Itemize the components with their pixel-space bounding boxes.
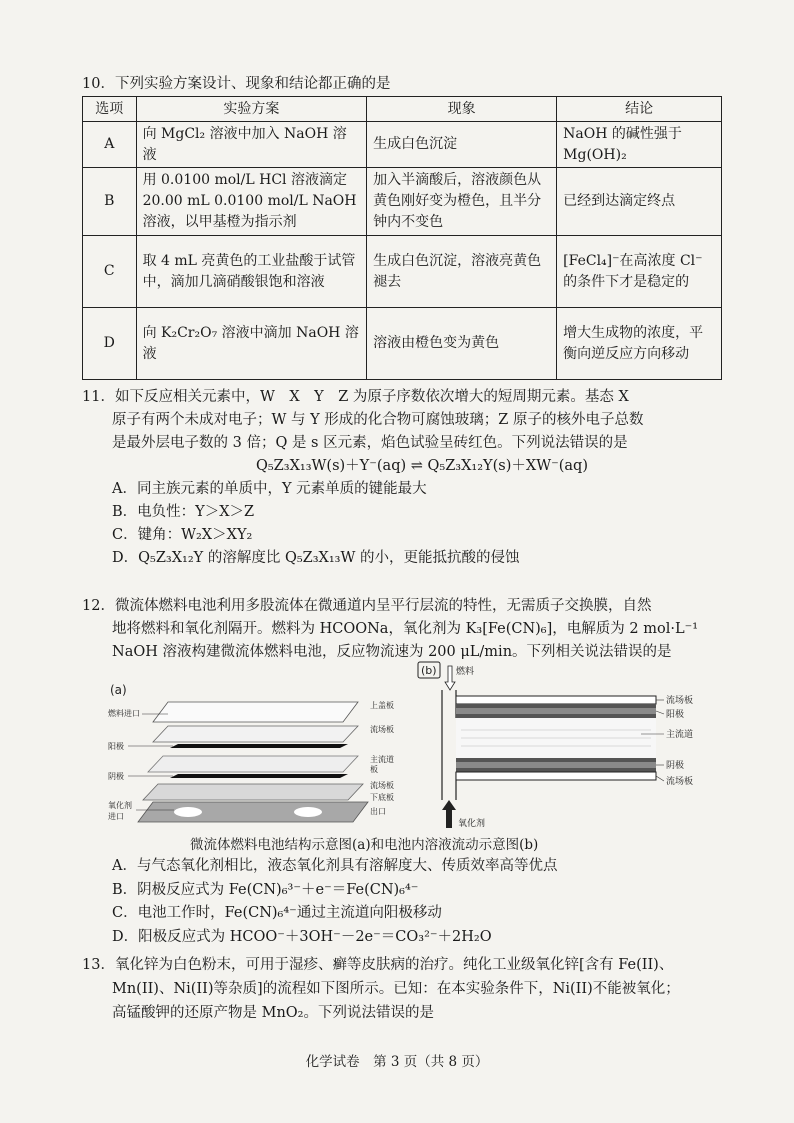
- row-option: B: [83, 168, 137, 236]
- q12-stem-line: 12．微流体燃料电池利用多股流体在微通道内呈平行层流的特性，无需质子交换膜，自然: [82, 598, 652, 614]
- row-conclusion: NaOH 的碱性强于 Mg(OH)₂: [557, 122, 722, 168]
- option-a: A．同主族元素的单质中，Y 元素单质的键能最大: [112, 481, 427, 497]
- oxidant-arrow-icon: [442, 800, 456, 828]
- header-phenomenon: 现象: [367, 97, 557, 122]
- label-oxidant: 氧化剂: [108, 801, 132, 810]
- label-outlet: 出口: [370, 807, 386, 816]
- leader-line: [656, 776, 664, 781]
- label-flow-plate-1: 流场板: [370, 725, 394, 734]
- row-plan: 向 K₂Cr₂O₇ 溶液中滴加 NaOH 溶液: [136, 308, 367, 380]
- q13-stem-line: 13．氧化锌为白色粉末，可用于湿疹、癣等皮肤病的治疗。纯化工业级氧化锌[含有 Fe(II)、: [82, 957, 674, 973]
- main-channel-plate: [148, 756, 358, 772]
- flow-field-plate-top: [153, 726, 358, 742]
- label-main-channel: 主流道: [370, 755, 394, 764]
- label-fuel: 燃料: [456, 667, 475, 677]
- label-inlet: 进口: [108, 812, 124, 821]
- option-a: A．与气态氧化剂相比，液态氧化剂具有溶解度大、传质效率高等优点: [112, 858, 558, 874]
- cathode-strip: [170, 774, 348, 778]
- row-conclusion: [FeCl₄]⁻在高浓度 Cl⁻的条件下才是稳定的: [557, 236, 722, 308]
- label-main-channel-b: 主流道: [666, 730, 694, 740]
- label-top-cover: 上盖板: [370, 701, 394, 710]
- page-footer: 化学试卷 第 3 页（共 8 页）: [305, 1054, 489, 1070]
- q11-options: [82, 478, 732, 570]
- option-c: C．键角：W₂X＞XY₂: [112, 527, 253, 543]
- label-flow-plate-b2: 流场板: [666, 777, 694, 787]
- q10-table: [82, 96, 722, 380]
- fuel-arrow-icon: [445, 666, 455, 690]
- option-d: D．Q₅Z₃X₁₂Y 的溶解度比 Q₅Z₃X₁₃W 的小，更能抵抗酸的侵蚀: [112, 550, 520, 566]
- label-anode-b: 阳极: [666, 710, 685, 720]
- row-phenomenon: 生成白色沉淀: [367, 122, 557, 168]
- diagram-b-flow: [416, 660, 716, 830]
- cathode-texture: [456, 762, 656, 768]
- option-d: D．阳极反应式为 HCOO⁻＋3OH⁻－2e⁻＝CO₃²⁻＋2H₂O: [112, 928, 492, 945]
- label-cathode: 阴极: [108, 772, 124, 781]
- label-anode: 阳极: [108, 742, 124, 751]
- q11-stem-line: 11．如下反应相关元素中，W X Y Z 为原子序数依次增大的短周期元素。基态 X: [82, 389, 629, 405]
- table-row: [83, 168, 722, 236]
- label-fuel-inlet: 燃料进口: [108, 709, 140, 718]
- row-plan: 取 4 mL 亮黄色的工业盐酸于试管中，滴加几滴硝酸银饱和溶液: [136, 236, 367, 308]
- diagram-caption: 微流体燃料电池结构示意图(a)和电池内溶液流动示意图(b): [190, 837, 539, 853]
- row-conclusion: 已经到达滴定终点: [557, 168, 722, 236]
- option-b: B．电负性：Y＞X＞Z: [112, 504, 255, 520]
- top-cover-plate: [153, 702, 358, 722]
- table-row: [83, 122, 722, 168]
- q12-block: [82, 595, 732, 664]
- table-row: [83, 236, 722, 308]
- bottom-base-plate: [138, 802, 368, 822]
- row-option: A: [83, 122, 137, 168]
- q13-stem-line: Mn(II)、Ni(II)等杂质]的流程如下图所示。已知：在本实验条件下，Ni(II)不能被氧化；: [112, 981, 680, 997]
- label-cathode-b: 阴极: [666, 761, 685, 771]
- q13-block: [82, 953, 732, 1025]
- anode-strip: [170, 744, 348, 748]
- row-phenomenon: 溶液由橙色变为黄色: [367, 308, 557, 380]
- row-phenomenon: 加入半滴酸后，溶液颜色从黄色刚好变为橙色，且半分钟内不变色: [367, 168, 557, 236]
- header-plan: 实验方案: [136, 97, 367, 122]
- diagram-a-tag: (a): [110, 683, 127, 697]
- row-conclusion: 增大生成物的浓度，平衡向逆反应方向移动: [557, 308, 722, 380]
- row-option: C: [83, 236, 137, 308]
- outlet-hole: [294, 807, 322, 817]
- q12-stem-line: 地将燃料和氧化剂隔开。燃料为 HCOONa，氧化剂为 K₃[Fe(CN)₆]，电解质为 2 mol·L⁻¹: [112, 621, 699, 637]
- row-option: D: [83, 308, 137, 380]
- q10-title: 10．下列实验方案设计、现象和结论都正确的是: [82, 76, 391, 92]
- q13-stem-line: 高锰酸钾的还原产物是 MnO₂。下列说法错误的是: [112, 1005, 434, 1021]
- label-flow-plate-2: 流场板: [370, 781, 394, 790]
- header-option: 选项: [83, 97, 137, 122]
- label-plate: 板: [370, 765, 378, 774]
- q11-block: [82, 386, 732, 570]
- diagram-a-structure: [108, 680, 408, 830]
- q12-stem-line: NaOH 溶液构建微流体燃料电池，反应物流速为 200 μL/min。下列相关说法错误的是: [112, 644, 672, 660]
- q12-options: [82, 855, 732, 949]
- q11-stem-line: 原子有两个未成对电子；W 与 Y 形成的化合物可腐蚀玻璃；Z 原子的核外电子总数: [112, 412, 644, 428]
- anode-texture: [456, 708, 656, 714]
- option-b: B．阴极反应式为 Fe(CN)₆³⁻＋e⁻＝Fe(CN)₆⁴⁻: [112, 881, 419, 898]
- oxidant-inlet-hole: [174, 807, 202, 817]
- leader-line: [656, 711, 664, 714]
- row-phenomenon: 生成白色沉淀，溶液亮黄色褪去: [367, 236, 557, 308]
- diagram-b-tag: (b): [421, 664, 437, 677]
- flow-plate-top: [456, 696, 656, 704]
- row-plan: 用 0.0100 mol/L HCl 溶液滴定 20.00 mL 0.0100 mol/L NaOH 溶液，以甲基橙为指示剂: [136, 168, 367, 236]
- label-oxidant-b: 氧化剂: [458, 819, 486, 829]
- q11-stem-line: 是最外层电子数的 3 倍；Q 是 s 区元素，焰色试验呈砖红色。下列说法错误的是: [112, 435, 628, 451]
- table-row: [83, 308, 722, 380]
- option-c: C．电池工作时，Fe(CN)₆⁴⁻通过主流道向阳极移动: [112, 905, 442, 921]
- flow-plate-bottom: [456, 772, 656, 780]
- header-conclusion: 结论: [557, 97, 722, 122]
- label-flow-plate-b1: 流场板: [666, 696, 694, 706]
- label-bottom-base: 下底板: [370, 793, 394, 802]
- flow-field-plate-bottom: [143, 784, 363, 800]
- row-plan: 向 MgCl₂ 溶液中加入 NaOH 溶液: [136, 122, 367, 168]
- q11-equation: Q₅Z₃X₁₃W(s)＋Y⁻(aq) ⇌ Q₅Z₃X₁₂Y(s)＋XW⁻(aq): [255, 458, 588, 474]
- table-header-row: [83, 97, 722, 122]
